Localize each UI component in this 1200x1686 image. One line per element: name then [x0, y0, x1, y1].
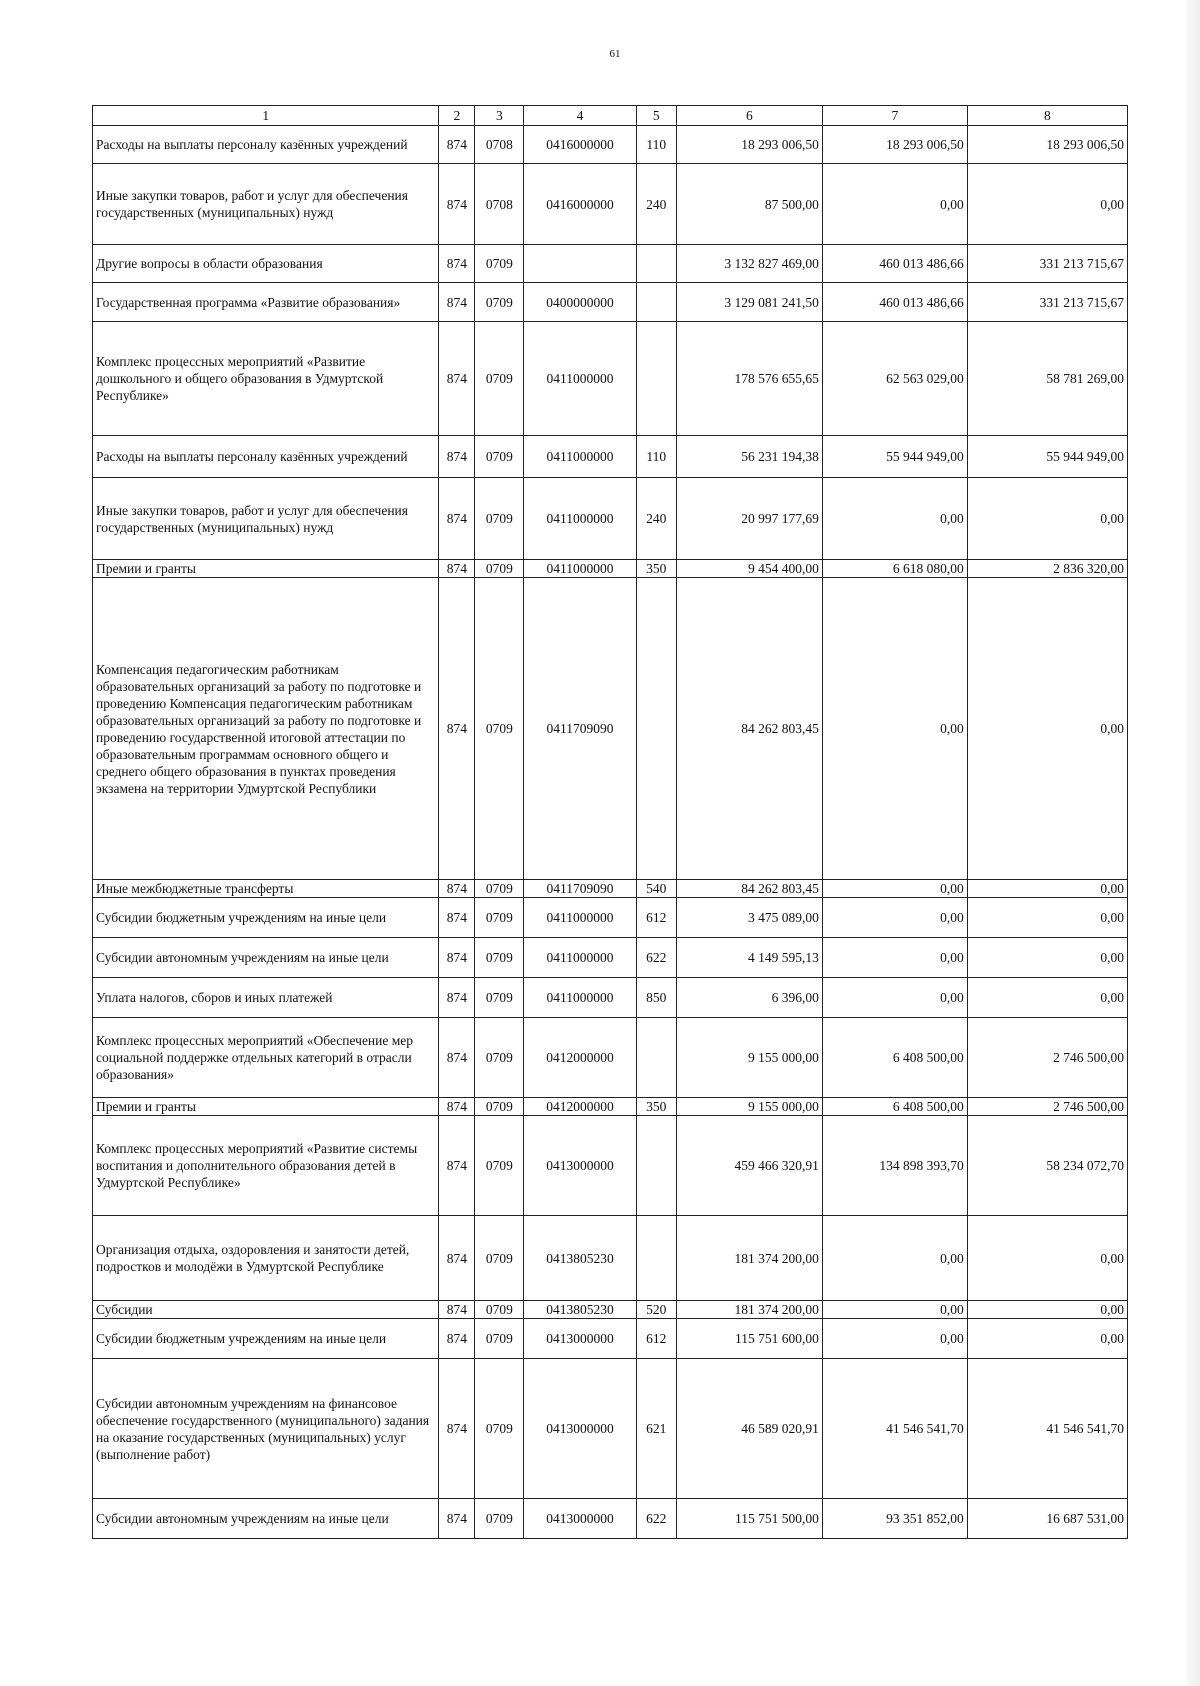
table-row — [93, 1216, 1128, 1301]
row-target-code: 0413805230 — [524, 1301, 636, 1319]
row-section-code: 0709 — [475, 1499, 524, 1539]
row-amount-col6: 3 475 089,00 — [676, 898, 822, 938]
row-amount-col6: 115 751 600,00 — [676, 1319, 822, 1359]
row-name: Субсидии — [93, 1301, 439, 1319]
row-target-code: 0411000000 — [524, 938, 636, 978]
row-target-code: 0411709090 — [524, 578, 636, 880]
row-amount-col7: 134 898 393,70 — [822, 1116, 967, 1216]
row-name: Уплата налогов, сборов и иных платежей — [93, 978, 439, 1018]
row-expense-type: 622 — [636, 938, 676, 978]
row-target-code: 0411000000 — [524, 560, 636, 578]
row-agency-code: 874 — [439, 245, 475, 283]
table-row — [93, 560, 1128, 578]
row-section-code: 0709 — [475, 1319, 524, 1359]
budget-table — [92, 105, 1128, 1539]
row-amount-col7: 6 408 500,00 — [822, 1098, 967, 1116]
row-amount-col6: 3 132 827 469,00 — [676, 245, 822, 283]
row-amount-col7: 0,00 — [822, 880, 967, 898]
row-expense-type: 240 — [636, 478, 676, 560]
row-name: Субсидии автономным учреждениям на иные цели — [93, 1499, 439, 1539]
row-section-code: 0709 — [475, 560, 524, 578]
table-row — [93, 578, 1128, 880]
row-section-code: 0709 — [475, 978, 524, 1018]
row-target-code: 0413000000 — [524, 1499, 636, 1539]
page-number: 61 — [609, 48, 621, 60]
row-amount-col8: 0,00 — [967, 1319, 1127, 1359]
row-agency-code: 874 — [439, 1319, 475, 1359]
table-row — [93, 164, 1128, 245]
row-agency-code: 874 — [439, 578, 475, 880]
row-expense-type: 110 — [636, 126, 676, 164]
row-amount-col6: 20 997 177,69 — [676, 478, 822, 560]
row-target-code: 0411000000 — [524, 322, 636, 436]
row-section-code: 0709 — [475, 938, 524, 978]
row-section-code: 0708 — [475, 164, 524, 245]
row-agency-code: 874 — [439, 126, 475, 164]
row-target-code: 0400000000 — [524, 283, 636, 322]
row-amount-col6: 87 500,00 — [676, 164, 822, 245]
row-expense-type — [636, 578, 676, 880]
row-amount-col6: 115 751 500,00 — [676, 1499, 822, 1539]
row-expense-type: 350 — [636, 1098, 676, 1116]
row-section-code: 0709 — [475, 322, 524, 436]
table-row — [93, 1018, 1128, 1098]
row-section-code: 0709 — [475, 1359, 524, 1499]
row-name: Субсидии автономным учреждениям на иные цели — [93, 938, 439, 978]
row-agency-code: 874 — [439, 1359, 475, 1499]
row-name: Комплекс процессных мероприятий «Развитие дошкольного и общего образования в Удмуртской Республике» — [93, 322, 439, 436]
column-header: 2 — [439, 106, 475, 126]
row-agency-code: 874 — [439, 898, 475, 938]
row-agency-code: 874 — [439, 938, 475, 978]
row-amount-col7: 0,00 — [822, 1319, 967, 1359]
row-target-code: 0411000000 — [524, 478, 636, 560]
row-amount-col7: 460 013 486,66 — [822, 245, 967, 283]
row-amount-col8: 2 746 500,00 — [967, 1018, 1127, 1098]
row-amount-col7: 55 944 949,00 — [822, 436, 967, 478]
row-amount-col7: 93 351 852,00 — [822, 1499, 967, 1539]
table-row — [93, 1301, 1128, 1319]
row-expense-type: 612 — [636, 898, 676, 938]
row-section-code: 0709 — [475, 880, 524, 898]
row-amount-col7: 0,00 — [822, 1216, 967, 1301]
row-expense-type: 110 — [636, 436, 676, 478]
row-name: Расходы на выплаты персоналу казённых учреждений — [93, 126, 439, 164]
row-target-code: 0413000000 — [524, 1116, 636, 1216]
row-section-code: 0709 — [475, 1098, 524, 1116]
row-expense-type: 540 — [636, 880, 676, 898]
row-amount-col6: 9 155 000,00 — [676, 1098, 822, 1116]
row-section-code: 0709 — [475, 1116, 524, 1216]
row-amount-col7: 6 618 080,00 — [822, 560, 967, 578]
table-row — [93, 126, 1128, 164]
row-amount-col8: 0,00 — [967, 978, 1127, 1018]
column-header: 6 — [676, 106, 822, 126]
table-row — [93, 978, 1128, 1018]
row-amount-col8: 0,00 — [967, 880, 1127, 898]
row-name: Компенсация педагогическим работникам образовательных организаций за работу по подготовке и проведению Компенсация педагогическим работникам образовательных организаций за работу по подготовке и проведению государственной итоговой аттестации по образовательным программам основного общего и среднего общего образования в пунктах проведения экзамена на территории Удмуртской Республики — [93, 578, 439, 880]
row-target-code: 0412000000 — [524, 1098, 636, 1116]
row-name: Субсидии бюджетным учреждениям на иные цели — [93, 1319, 439, 1359]
row-agency-code: 874 — [439, 1499, 475, 1539]
row-amount-col8: 55 944 949,00 — [967, 436, 1127, 478]
row-amount-col8: 0,00 — [967, 938, 1127, 978]
row-expense-type — [636, 322, 676, 436]
column-header: 3 — [475, 106, 524, 126]
row-section-code: 0709 — [475, 898, 524, 938]
column-header: 4 — [524, 106, 636, 126]
row-section-code: 0709 — [475, 578, 524, 880]
row-amount-col6: 84 262 803,45 — [676, 578, 822, 880]
row-target-code: 0413000000 — [524, 1359, 636, 1499]
row-amount-col8: 0,00 — [967, 578, 1127, 880]
row-amount-col7: 41 546 541,70 — [822, 1359, 967, 1499]
row-name: Другие вопросы в области образования — [93, 245, 439, 283]
row-section-code: 0709 — [475, 1018, 524, 1098]
row-amount-col6: 9 454 400,00 — [676, 560, 822, 578]
row-agency-code: 874 — [439, 880, 475, 898]
row-name: Расходы на выплаты персоналу казённых учреждений — [93, 436, 439, 478]
table-row — [93, 898, 1128, 938]
row-amount-col7: 0,00 — [822, 898, 967, 938]
row-amount-col8: 18 293 006,50 — [967, 126, 1127, 164]
row-amount-col8: 0,00 — [967, 164, 1127, 245]
row-amount-col8: 0,00 — [967, 898, 1127, 938]
row-agency-code: 874 — [439, 560, 475, 578]
row-expense-type: 520 — [636, 1301, 676, 1319]
row-name: Субсидии бюджетным учреждениям на иные цели — [93, 898, 439, 938]
row-amount-col6: 459 466 320,91 — [676, 1116, 822, 1216]
row-amount-col6: 46 589 020,91 — [676, 1359, 822, 1499]
row-amount-col8: 0,00 — [967, 1301, 1127, 1319]
table-row — [93, 436, 1128, 478]
row-amount-col8: 41 546 541,70 — [967, 1359, 1127, 1499]
row-target-code: 0416000000 — [524, 126, 636, 164]
row-amount-col7: 0,00 — [822, 938, 967, 978]
row-section-code: 0708 — [475, 126, 524, 164]
row-amount-col7: 0,00 — [822, 578, 967, 880]
table-row — [93, 1098, 1128, 1116]
row-agency-code: 874 — [439, 1216, 475, 1301]
row-amount-col7: 460 013 486,66 — [822, 283, 967, 322]
column-header: 1 — [93, 106, 439, 126]
row-agency-code: 874 — [439, 1301, 475, 1319]
row-target-code: 0412000000 — [524, 1018, 636, 1098]
row-amount-col6: 84 262 803,45 — [676, 880, 822, 898]
column-header: 7 — [822, 106, 967, 126]
row-target-code: 0413805230 — [524, 1216, 636, 1301]
table-row — [93, 880, 1128, 898]
row-expense-type — [636, 283, 676, 322]
row-section-code: 0709 — [475, 478, 524, 560]
row-name: Иные межбюджетные трансферты — [93, 880, 439, 898]
table-row — [93, 1499, 1128, 1539]
row-name: Премии и гранты — [93, 1098, 439, 1116]
row-amount-col6: 56 231 194,38 — [676, 436, 822, 478]
row-name: Государственная программа «Развитие образования» — [93, 283, 439, 322]
row-name: Комплекс процессных мероприятий «Обеспечение мер социальной поддержке отдельных категорий в отрасли образования» — [93, 1018, 439, 1098]
row-expense-type — [636, 1116, 676, 1216]
row-amount-col8: 58 781 269,00 — [967, 322, 1127, 436]
row-agency-code: 874 — [439, 164, 475, 245]
row-agency-code: 874 — [439, 283, 475, 322]
row-amount-col8: 331 213 715,67 — [967, 283, 1127, 322]
row-amount-col8: 2 746 500,00 — [967, 1098, 1127, 1116]
table-row — [93, 322, 1128, 436]
row-amount-col8: 16 687 531,00 — [967, 1499, 1127, 1539]
row-amount-col7: 0,00 — [822, 978, 967, 1018]
row-agency-code: 874 — [439, 322, 475, 436]
row-expense-type — [636, 245, 676, 283]
table-row — [93, 938, 1128, 978]
row-section-code: 0709 — [475, 1301, 524, 1319]
table-row — [93, 283, 1128, 322]
row-amount-col6: 4 149 595,13 — [676, 938, 822, 978]
row-target-code: 0411709090 — [524, 880, 636, 898]
row-section-code: 0709 — [475, 283, 524, 322]
row-amount-col6: 3 129 081 241,50 — [676, 283, 822, 322]
row-section-code: 0709 — [475, 436, 524, 478]
scan-edge-shadow — [1186, 0, 1200, 1686]
row-agency-code: 874 — [439, 478, 475, 560]
row-amount-col6: 181 374 200,00 — [676, 1216, 822, 1301]
table-row — [93, 1116, 1128, 1216]
column-header: 8 — [967, 106, 1127, 126]
row-expense-type: 621 — [636, 1359, 676, 1499]
row-expense-type: 240 — [636, 164, 676, 245]
row-amount-col8: 331 213 715,67 — [967, 245, 1127, 283]
row-expense-type: 612 — [636, 1319, 676, 1359]
row-expense-type — [636, 1018, 676, 1098]
row-section-code: 0709 — [475, 1216, 524, 1301]
row-name: Организация отдыха, оздоровления и занятости детей, подростков и молодёжи в Удмуртской Республике — [93, 1216, 439, 1301]
row-amount-col8: 0,00 — [967, 1216, 1127, 1301]
row-amount-col7: 18 293 006,50 — [822, 126, 967, 164]
row-expense-type — [636, 1216, 676, 1301]
row-name: Иные закупки товаров, работ и услуг для обеспечения государственных (муниципальных) нужд — [93, 478, 439, 560]
table-row — [93, 245, 1128, 283]
row-name: Иные закупки товаров, работ и услуг для обеспечения государственных (муниципальных) нужд — [93, 164, 439, 245]
row-target-code: 0416000000 — [524, 164, 636, 245]
row-name: Премии и гранты — [93, 560, 439, 578]
row-section-code: 0709 — [475, 245, 524, 283]
table-row — [93, 1319, 1128, 1359]
row-agency-code: 874 — [439, 436, 475, 478]
row-agency-code: 874 — [439, 1116, 475, 1216]
row-expense-type: 350 — [636, 560, 676, 578]
row-amount-col6: 18 293 006,50 — [676, 126, 822, 164]
row-amount-col6: 9 155 000,00 — [676, 1018, 822, 1098]
row-agency-code: 874 — [439, 1018, 475, 1098]
row-amount-col6: 181 374 200,00 — [676, 1301, 822, 1319]
row-target-code: 0413000000 — [524, 1319, 636, 1359]
column-header: 5 — [636, 106, 676, 126]
row-target-code: 0411000000 — [524, 898, 636, 938]
row-expense-type: 622 — [636, 1499, 676, 1539]
row-amount-col7: 0,00 — [822, 1301, 967, 1319]
row-amount-col7: 62 563 029,00 — [822, 322, 967, 436]
row-amount-col7: 6 408 500,00 — [822, 1018, 967, 1098]
row-target-code — [524, 245, 636, 283]
table-header-row — [93, 106, 1128, 126]
row-agency-code: 874 — [439, 978, 475, 1018]
row-amount-col6: 6 396,00 — [676, 978, 822, 1018]
row-amount-col8: 58 234 072,70 — [967, 1116, 1127, 1216]
row-amount-col7: 0,00 — [822, 478, 967, 560]
row-amount-col8: 0,00 — [967, 478, 1127, 560]
table-row — [93, 478, 1128, 560]
row-expense-type: 850 — [636, 978, 676, 1018]
row-amount-col6: 178 576 655,65 — [676, 322, 822, 436]
row-agency-code: 874 — [439, 1098, 475, 1116]
row-name: Комплекс процессных мероприятий «Развитие системы воспитания и дополнительного образования детей в Удмуртской Республике» — [93, 1116, 439, 1216]
row-target-code: 0411000000 — [524, 436, 636, 478]
row-name: Субсидии автономным учреждениям на финансовое обеспечение государственного (муниципального) задания на оказание государственных (муниципальных) услуг (выполнение работ) — [93, 1359, 439, 1499]
row-amount-col7: 0,00 — [822, 164, 967, 245]
row-target-code: 0411000000 — [524, 978, 636, 1018]
row-amount-col8: 2 836 320,00 — [967, 560, 1127, 578]
table-row — [93, 1359, 1128, 1499]
